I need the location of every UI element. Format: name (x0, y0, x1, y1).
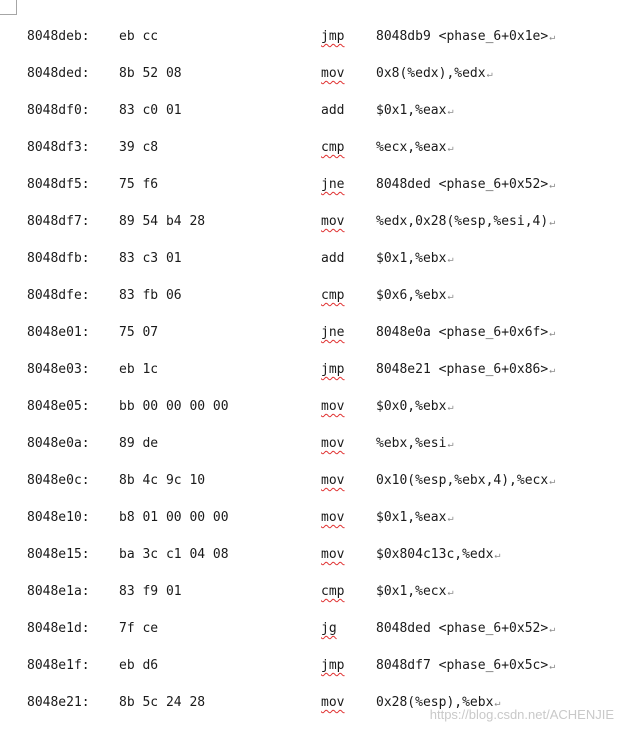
paragraph-mark: ↵ (549, 180, 556, 191)
paragraph-mark: ↵ (549, 328, 556, 339)
opcode-bytes: 8b 52 08 (119, 66, 182, 81)
paragraph-mark: ↵ (447, 254, 454, 265)
address: 8048e15: (27, 547, 90, 562)
mnemonic: mov (321, 399, 345, 414)
address: 8048df5: (27, 177, 90, 192)
address: 8048e10: (27, 510, 90, 525)
opcode-bytes: 8b 5c 24 28 (119, 695, 206, 710)
operand: 8048db9 <phase_6+0x1e>↵ (376, 29, 556, 44)
address: 8048e0c: (27, 473, 90, 488)
mnemonic: mov (321, 473, 345, 488)
listing-row (0, 647, 622, 684)
listing-row (0, 277, 622, 314)
mnemonic: cmp (321, 288, 345, 303)
opcode-bytes: eb d6 (119, 658, 159, 673)
operand: 8048e21 <phase_6+0x86>↵ (376, 362, 556, 377)
listing-row (0, 351, 622, 388)
mnemonic: mov (321, 695, 345, 710)
address: 8048e05: (27, 399, 90, 414)
operand: 0x8(%edx),%edx↵ (376, 66, 493, 81)
listing-row (0, 166, 622, 203)
mnemonic: mov (321, 436, 345, 451)
address: 8048e1a: (27, 584, 90, 599)
opcode-bytes: 8b 4c 9c 10 (119, 473, 206, 488)
listing-row (0, 18, 622, 55)
opcode-bytes: 75 07 (119, 325, 159, 340)
mnemonic: mov (321, 547, 345, 562)
paragraph-mark: ↵ (447, 513, 454, 524)
listing-row (0, 55, 622, 92)
address: 8048e0a: (27, 436, 90, 451)
watermark-url: https://blog.csdn.net/ACHENJIE (429, 707, 614, 722)
operand: $0x1,%ecx↵ (376, 584, 454, 599)
address: 8048df0: (27, 103, 90, 118)
mnemonic: cmp (321, 140, 345, 155)
address: 8048dfb: (27, 251, 90, 266)
operand: 0x28(%esp),%ebx↵ (376, 695, 501, 710)
mnemonic: mov (321, 66, 345, 81)
paragraph-mark: ↵ (486, 69, 493, 80)
listing-row (0, 536, 622, 573)
opcode-bytes: 75 f6 (119, 177, 159, 192)
operand: $0x1,%eax↵ (376, 103, 454, 118)
address: 8048df7: (27, 214, 90, 229)
operand: 8048ded <phase_6+0x52>↵ (376, 621, 556, 636)
disassembly-listing (0, 18, 622, 721)
listing-row (0, 92, 622, 129)
listing-row (0, 203, 622, 240)
address: 8048e1f: (27, 658, 90, 673)
operand: $0x804c13c,%edx↵ (376, 547, 501, 562)
opcode-bytes: b8 01 00 00 00 (119, 510, 229, 525)
operand: 8048e0a <phase_6+0x6f>↵ (376, 325, 556, 340)
address: 8048e1d: (27, 621, 90, 636)
paragraph-mark: ↵ (447, 291, 454, 302)
operand: $0x6,%ebx↵ (376, 288, 454, 303)
listing-row (0, 610, 622, 647)
address: 8048deb: (27, 29, 90, 44)
mnemonic: cmp (321, 584, 345, 599)
listing-row (0, 240, 622, 277)
listing-row (0, 573, 622, 610)
opcode-bytes: 7f ce (119, 621, 159, 636)
listing-row (0, 425, 622, 462)
mnemonic: jmp (321, 658, 345, 673)
opcode-bytes: 89 54 b4 28 (119, 214, 206, 229)
paragraph-mark: ↵ (549, 365, 556, 376)
paragraph-mark: ↵ (549, 217, 556, 228)
paragraph-mark: ↵ (494, 698, 501, 709)
mnemonic: mov (321, 214, 345, 229)
paragraph-mark: ↵ (447, 439, 454, 450)
operand: $0x1,%ebx↵ (376, 251, 454, 266)
mnemonic: mov (321, 510, 345, 525)
operand: 8048df7 <phase_6+0x5c>↵ (376, 658, 556, 673)
operand: %ecx,%eax↵ (376, 140, 454, 155)
operand: 0x10(%esp,%ebx,4),%ecx↵ (376, 473, 556, 488)
listing-row (0, 129, 622, 166)
address: 8048e03: (27, 362, 90, 377)
listing-row (0, 462, 622, 499)
operand: %edx,0x28(%esp,%esi,4)↵ (376, 214, 556, 229)
opcode-bytes: 83 c0 01 (119, 103, 182, 118)
opcode-bytes: eb 1c (119, 362, 159, 377)
operand: 8048ded <phase_6+0x52>↵ (376, 177, 556, 192)
address: 8048e21: (27, 695, 90, 710)
opcode-bytes: 83 f9 01 (119, 584, 182, 599)
mnemonic: jmp (321, 362, 345, 377)
paragraph-mark: ↵ (549, 661, 556, 672)
paragraph-mark: ↵ (549, 624, 556, 635)
address: 8048e01: (27, 325, 90, 340)
operand: $0x1,%eax↵ (376, 510, 454, 525)
page-corner-mark (0, 0, 17, 15)
opcode-bytes: ba 3c c1 04 08 (119, 547, 229, 562)
paragraph-mark: ↵ (447, 106, 454, 117)
opcode-bytes: 89 de (119, 436, 159, 451)
paragraph-mark: ↵ (549, 32, 556, 43)
mnemonic: jg (321, 621, 337, 636)
opcode-bytes: eb cc (119, 29, 159, 44)
mnemonic: add (321, 251, 345, 266)
paragraph-mark: ↵ (549, 476, 556, 487)
mnemonic: jne (321, 325, 345, 340)
address: 8048dfe: (27, 288, 90, 303)
opcode-bytes: 83 fb 06 (119, 288, 182, 303)
mnemonic: jne (321, 177, 345, 192)
mnemonic: jmp (321, 29, 345, 44)
address: 8048df3: (27, 140, 90, 155)
listing-row (0, 314, 622, 351)
operand: $0x0,%ebx↵ (376, 399, 454, 414)
listing-row (0, 388, 622, 425)
paragraph-mark: ↵ (494, 550, 501, 561)
mnemonic: add (321, 103, 345, 118)
address: 8048ded: (27, 66, 90, 81)
opcode-bytes: 39 c8 (119, 140, 159, 155)
paragraph-mark: ↵ (447, 587, 454, 598)
opcode-bytes: 83 c3 01 (119, 251, 182, 266)
paragraph-mark: ↵ (447, 402, 454, 413)
paragraph-mark: ↵ (447, 143, 454, 154)
opcode-bytes: bb 00 00 00 00 (119, 399, 229, 414)
operand: %ebx,%esi↵ (376, 436, 454, 451)
listing-row (0, 499, 622, 536)
